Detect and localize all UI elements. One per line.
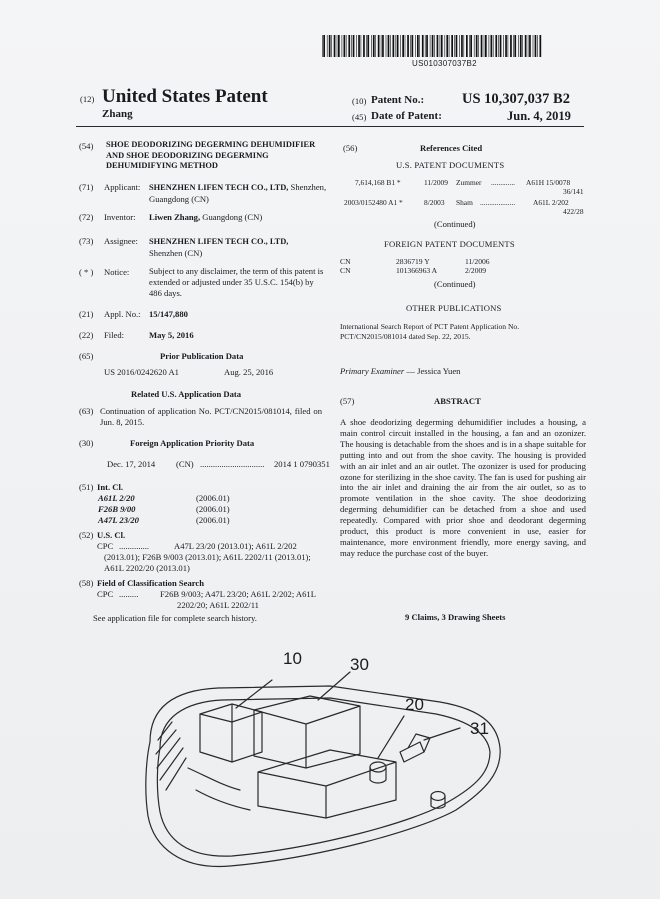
code-56: (56) xyxy=(343,143,358,153)
fan-block xyxy=(200,704,262,762)
prior-pub-heading: Prior Publication Data xyxy=(160,351,244,361)
code-12: (12) xyxy=(80,94,95,104)
us-doc-class: A61H 15/0078 xyxy=(526,178,571,187)
label-30: 30 xyxy=(350,655,369,674)
patent-title: SHOE DEODORIZING DEGERMING DEHUMIDIFIER AND SHOE DEODORIZING DEGERMING DEHUMIDIFYING METHOD xyxy=(106,140,316,170)
us-doc-name: Sham xyxy=(456,198,473,207)
date-of-patent-label: Date of Patent: xyxy=(371,110,442,122)
code-10: (10) xyxy=(352,96,367,106)
country-title: United States Patent xyxy=(102,86,268,107)
patent-drawing xyxy=(0,630,660,899)
claims-summary: 9 Claims, 3 Drawing Sheets xyxy=(405,612,506,622)
field-see-note: See application file for complete search history. xyxy=(93,613,257,623)
inventor-block xyxy=(149,212,262,223)
us-doc-number: 2003/0152480 A1 * xyxy=(344,198,403,207)
patent-number: US 10,307,037 B2 xyxy=(462,91,570,107)
filed-label: Filed: xyxy=(104,330,125,340)
code-51: (51) xyxy=(79,482,94,492)
code-57: (57) xyxy=(340,396,355,406)
brace xyxy=(188,768,250,810)
continuation-text: Continuation of application No. PCT/CN2015/081014, filed on Jun. 8, 2015. xyxy=(100,406,322,427)
foreign-docs-heading: FOREIGN PATENT DOCUMENTS xyxy=(384,239,515,249)
label-31: 31 xyxy=(470,719,489,738)
continued-us-docs: (Continued) xyxy=(434,219,476,229)
code-30: (30) xyxy=(79,438,94,448)
intcl-class-2: F26B 9/00 xyxy=(98,504,136,514)
foreign-country: (CN) xyxy=(176,459,194,469)
foreign-doc-number: 101366963 A xyxy=(396,266,438,275)
code-45: (45) xyxy=(352,112,367,122)
inventor-surname: Zhang xyxy=(102,108,133,120)
foreign-date: Dec. 17, 2014 xyxy=(107,459,156,469)
examiner-label: Primary Examiner xyxy=(340,366,405,376)
other-pubs-heading: OTHER PUBLICATIONS xyxy=(406,303,502,313)
foreign-doc-date: 11/2006 xyxy=(465,257,490,266)
foreign-doc-date: 2/2009 xyxy=(465,266,487,275)
intcl-version-1: (2006.01) xyxy=(196,493,230,503)
label-10: 10 xyxy=(283,649,302,668)
code-73: (73) xyxy=(79,236,94,246)
examiner-name: — Jessica Yuen xyxy=(406,366,461,376)
applicant-place: Shenzhen, Guangdong (CN) xyxy=(149,182,327,204)
code-72: (72) xyxy=(79,212,94,222)
field-label: Field of Classification Search xyxy=(97,578,205,588)
cpc-classes: A47L 23/20 (2013.01); A61L 2/202 (2013.01); F26B 9/003 (2013.01); A61L 2202/11 (2013.01); A61L 2202/20 (2013.01) xyxy=(104,541,311,573)
uscl-label: U.S. Cl. xyxy=(97,530,126,540)
abstract-heading: ABSTRACT xyxy=(434,396,481,406)
us-doc-subclass: 36/141 xyxy=(563,187,584,196)
assignee-block xyxy=(149,236,319,259)
prior-pub-number: US 2016/0242620 A1 xyxy=(104,367,179,377)
housing-outline xyxy=(146,686,500,866)
cpc-label: CPC xyxy=(97,541,114,551)
us-doc-class: A61L 2/202 xyxy=(533,198,569,207)
us-doc-number: 7,614,168 B1 * xyxy=(355,178,401,187)
assignee-place: Shenzhen (CN) xyxy=(149,247,203,258)
intcl-class-3: A47L 23/20 xyxy=(98,515,139,525)
label-20: 20 xyxy=(405,695,424,714)
code-58: (58) xyxy=(79,578,94,588)
code-65: (65) xyxy=(79,351,94,361)
abstract-text: A shoe deodorizing degerming dehumidifier includes a housing, a main control circuit installed in the housing, a fan and an ozonizer. The housing is detachable from the shoes and is in a shape suitable for putting into and out from the shoe cavity. The housing is provided with an air inlet and an air outlet. The ozonizer is used for producing ozone for sterilizing in the shoe cavity. The fan is used for pushing air into the air inlet and draining the air from the air outlet, so as to promote ventilation in the shoe cavity. The shoe deodorizing degerming dehumidifier can be detached from a shoe and used repeatedly. Compared with prior shoe and deodorant degerming product, this product is more convenient in use, easier for maintenance, more environment friendly, more energy saving, and may reduce the purchase cost of the buyer. xyxy=(340,417,586,558)
code-63: (63) xyxy=(79,406,94,416)
appl-no-label: Appl. No.: xyxy=(104,309,141,319)
code-notice: ( * ) xyxy=(79,267,94,277)
foreign-doc-country: CN xyxy=(340,266,351,275)
assignee-name: SHENZHEN LIFEN TECH CO., LTD, xyxy=(149,237,289,246)
applicant-block xyxy=(149,182,329,205)
code-54: (54) xyxy=(79,141,94,151)
notice-text: Subject to any disclaimer, the term of this patent is extended or adjusted under 35 U.S.C. 154(b) by 486 days. xyxy=(149,266,324,298)
us-doc-leader: ............. xyxy=(491,178,516,187)
related-heading: Related U.S. Application Data xyxy=(131,389,242,399)
us-docs-heading: U.S. PATENT DOCUMENTS xyxy=(396,160,505,170)
applicant-name: SHENZHEN LIFEN TECH CO., LTD, xyxy=(149,183,289,192)
us-doc-subclass: 422/28 xyxy=(563,207,584,216)
applicant-label: Applicant: xyxy=(104,182,141,192)
filed-date: May 5, 2016 xyxy=(149,330,194,340)
notice-label: Notice: xyxy=(104,267,130,277)
us-doc-name: Zummer xyxy=(456,178,482,187)
code-21: (21) xyxy=(79,309,94,319)
code-71: (71) xyxy=(79,182,94,192)
intcl-class-1: A61L 2/20 xyxy=(98,493,135,503)
field-cpc-label: CPC xyxy=(97,589,114,599)
outlet-tube xyxy=(400,734,430,762)
cpc-leader: .............. xyxy=(119,541,150,551)
inventor-place: Guangdong (CN) xyxy=(202,212,263,222)
mount-boss xyxy=(370,762,386,772)
us-doc-leader: ................... xyxy=(480,198,516,207)
patent-no-label: Patent No.: xyxy=(371,94,425,106)
references-heading: References Cited xyxy=(420,143,483,153)
foreign-app-no: 2014 1 0790351 xyxy=(274,459,330,469)
barcode xyxy=(322,35,544,57)
barcode-number: US010307037B2 xyxy=(412,59,477,68)
vent-slits xyxy=(156,722,186,790)
intcl-version-3: (2006.01) xyxy=(196,515,230,525)
other-pubs-text: International Search Report of PCT Patent Application No. PCT/CN2015/081014 dated Sep. 22, 2015. xyxy=(340,322,520,341)
header-rule xyxy=(76,126,584,127)
continued-foreign-docs: (Continued) xyxy=(434,279,476,289)
us-doc-date: 11/2009 xyxy=(424,178,448,187)
foreign-leader: .............................. xyxy=(200,459,265,469)
foreign-doc-number: 2836719 Y xyxy=(396,257,430,266)
mount-boss xyxy=(431,792,445,801)
field-cpc-leader: ......... xyxy=(119,589,139,599)
inventor-name: Liwen Zhang, xyxy=(149,212,201,222)
intcl-label: Int. Cl. xyxy=(97,482,124,492)
us-doc-date: 8/2003 xyxy=(424,198,445,207)
inventor-label: Inventor: xyxy=(104,212,136,222)
us-doc-row-1 xyxy=(355,178,401,187)
date-of-patent: Jun. 4, 2019 xyxy=(507,109,571,123)
assignee-label: Assignee: xyxy=(104,236,138,246)
prior-pub-date: Aug. 25, 2016 xyxy=(224,367,274,377)
field-cpc-classes: F26B 9/003; A47L 23/20; A61L 2/202; A61L 2202/20; A61L 2202/11 xyxy=(160,589,316,610)
foreign-priority-heading: Foreign Application Priority Data xyxy=(130,438,255,448)
fan-block-top xyxy=(200,712,262,722)
circuit-block xyxy=(258,750,396,818)
code-52: (52) xyxy=(79,530,94,540)
intcl-version-2: (2006.01) xyxy=(196,504,230,514)
code-22: (22) xyxy=(79,330,94,340)
foreign-doc-country: CN xyxy=(340,257,351,266)
examiner-line xyxy=(340,366,460,377)
appl-no: 15/147,880 xyxy=(149,309,188,319)
